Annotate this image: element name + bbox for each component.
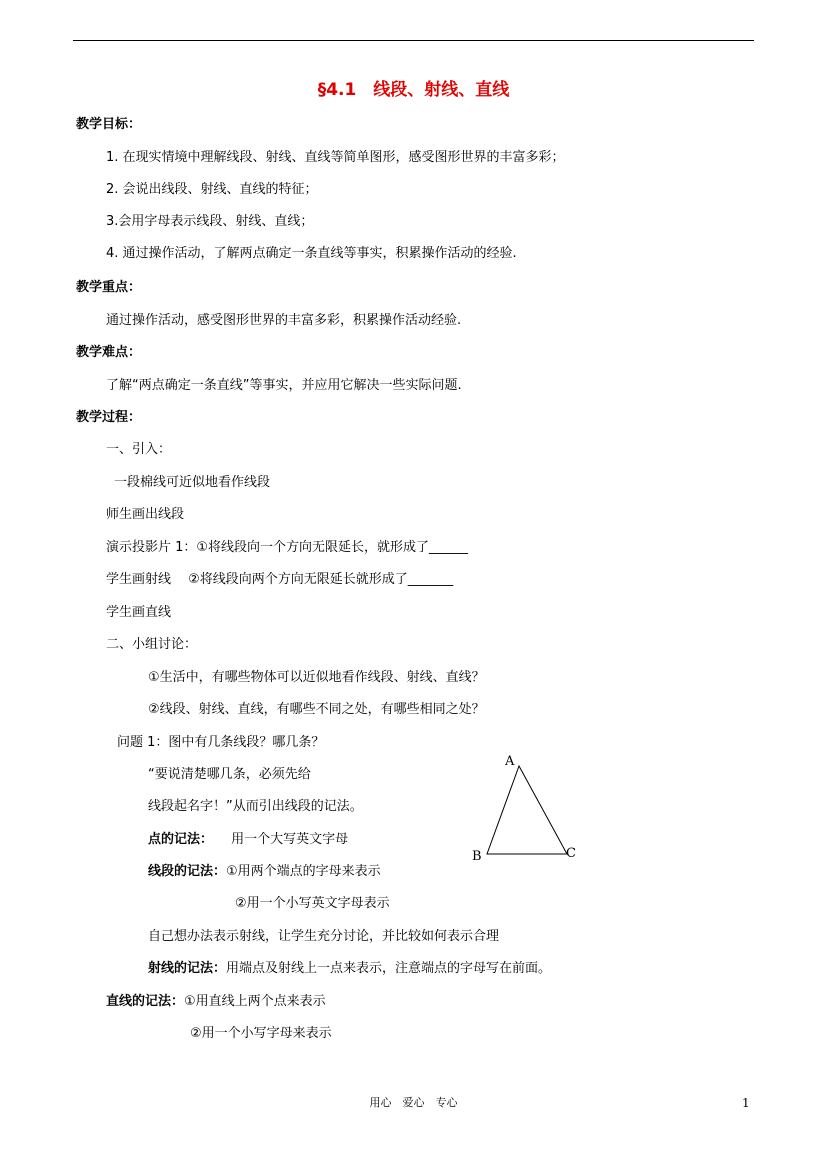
objective-item-4: 4. 通过操作活动，了解两点确定一条直线等事实，积累操作活动的经验. xyxy=(106,246,517,261)
discussion-heading: 二、小组讨论： xyxy=(106,637,198,652)
vertex-label-a: A xyxy=(505,754,515,769)
quote-line-2: 线段起名字！”从而引出线段的记法。 xyxy=(148,799,363,814)
page-number: 1 xyxy=(742,1096,750,1110)
intro-line-5: 学生画直线 xyxy=(106,605,172,620)
line-notation-text-2: ②用一个小写字母来表示 xyxy=(190,1026,332,1041)
intro-line-1: 一段棉线可近似地看作线段 xyxy=(114,475,271,490)
segment-notation xyxy=(148,864,381,880)
discussion-line-2: ②线段、射线、直线，有哪些不同之处，有哪些相同之处？ xyxy=(148,702,485,717)
ray-notation-label: 射线的记法： xyxy=(148,961,227,976)
ray-notation-text: 用端点及射线上一点来表示，注意端点的字母写在前面。 xyxy=(226,961,552,976)
point-notation xyxy=(148,832,348,848)
line-notation xyxy=(106,994,326,1010)
vertex-label-c: C xyxy=(566,846,576,861)
intro-line-4: 学生画射线 ②将线段向两个方向无限延长就形成了_______ xyxy=(106,572,454,587)
objective-item-3: 3.会用字母表示线段、射线、直线； xyxy=(106,214,314,229)
vertex-label-b: B xyxy=(472,849,482,864)
objective-item-1: 1. 在现实情境中理解线段、射线、直线等简单图形，感受图形世界的丰富多彩； xyxy=(106,150,565,165)
intro-line-3: 演示投影片 1：①将线段向一个方向无限延长，就形成了______ xyxy=(106,540,469,555)
difficulties-text: 了解“两点确定一条直线”等事实，并应用它解决一些实际问题. xyxy=(106,378,462,393)
ray-notation xyxy=(148,961,551,977)
key-points-text: 通过操作活动，感受图形世界的丰富多彩，积累操作活动经验. xyxy=(106,313,462,328)
segment-notation-text-1: ①用两个端点的字母来表示 xyxy=(226,864,381,879)
intro-line-2: 师生画出线段 xyxy=(106,507,185,522)
triangle-figure xyxy=(465,750,580,865)
point-notation-text: 用一个大写英文字母 xyxy=(231,832,349,847)
difficulties-heading: 教学难点： xyxy=(76,345,142,360)
page-title: §4.1 线段、射线、直线 xyxy=(317,80,510,100)
segment-notation-label: 线段的记法： xyxy=(148,864,227,879)
triangle-shape xyxy=(487,766,567,854)
intro-heading: 一、引入： xyxy=(106,442,172,457)
quote-line-1: “要说清楚哪几条，必须先给 xyxy=(148,767,311,782)
line-notation-text-1: ①用直线上两个点来表示 xyxy=(184,994,326,1009)
header-rule xyxy=(73,40,754,41)
footer-text: 用心 爱心 专心 xyxy=(369,1096,458,1109)
process-heading: 教学过程： xyxy=(76,410,142,425)
line-notation-label: 直线的记法： xyxy=(106,994,185,1009)
question-1: 问题 1：图中有几条线段？哪几条？ xyxy=(117,735,325,750)
objectives-heading: 教学目标： xyxy=(76,117,142,132)
objective-item-2: 2. 会说出线段、射线、直线的特征； xyxy=(106,182,318,197)
discussion-line-1: ①生活中，有哪些物体可以近似地看作线段、射线、直线？ xyxy=(148,670,485,685)
segment-notation-text-2: ②用一个小写英文字母表示 xyxy=(235,896,390,911)
point-notation-label: 点的记法： xyxy=(148,832,214,847)
key-points-heading: 教学重点： xyxy=(76,280,142,295)
ray-think-text: 自己想办法表示射线，让学生充分讨论，并比较如何表示合理 xyxy=(148,929,500,944)
